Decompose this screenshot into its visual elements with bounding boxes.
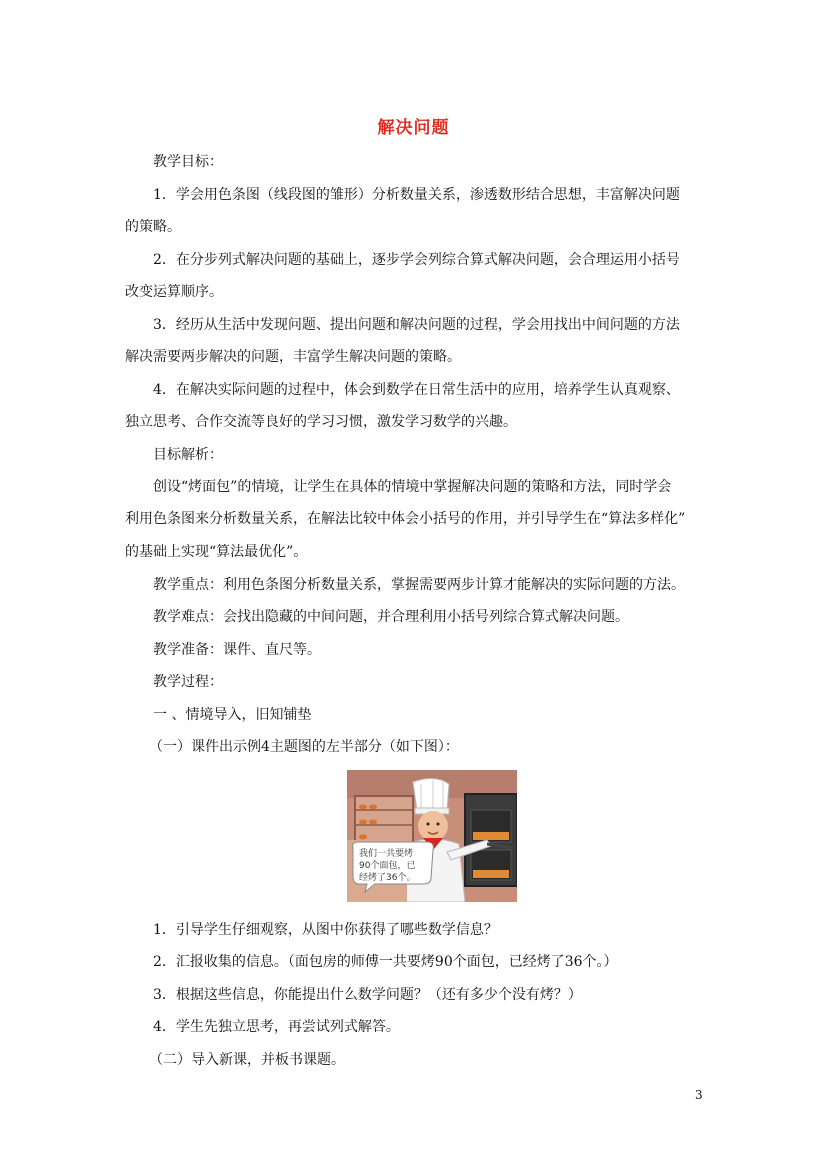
- objective-1-line-2: 的策略。: [125, 219, 181, 235]
- step-1: 1．引导学生仔细观察，从图中你获得了哪些数学信息？: [153, 922, 498, 938]
- section-1-heading: 一 、情境导入，旧知铺垫: [153, 707, 312, 723]
- objective-3-line-1: 3．经历从生活中发现问题、提出问题和解决问题的过程，学会用找出中间问题的方法: [153, 317, 680, 333]
- analysis-line-2: 利用色条图来分析数量关系，在解法比较中体会小括号的作用，并引导学生在“算法多样化”: [125, 511, 686, 527]
- speech-bubble-line-2: 90个面包，已: [359, 861, 416, 871]
- objective-2-line-1: 2．在分步列式解决问题的基础上，逐步学会列综合算式解决问题，会合理运用小括号: [153, 252, 680, 268]
- speech-bubble-line-3: 经烤了36个。: [359, 873, 416, 883]
- objectives-heading: 教学目标：: [153, 154, 223, 170]
- objective-1-line-1: 1．学会用色条图（线段图的雏形）分析数量关系，渗透数形结合思想，丰富解决问题: [153, 187, 680, 203]
- key-point: 教学重点：利用色条图分析数量关系，掌握需要两步计算才能解决的实际问题的方法。: [153, 577, 685, 593]
- step-4: 4．学生先独立思考，再尝试列式解答。: [153, 1019, 400, 1035]
- baker-illustration: [347, 770, 517, 902]
- objective-2-line-2: 改变运算顺序。: [125, 284, 223, 300]
- objective-3-line-2: 解决需要两步解决的问题，丰富学生解决问题的策略。: [125, 349, 461, 365]
- step-2: 2．汇报收集的信息。（面包房的师傅一共要烤90个面包，已经烤了36个。）: [153, 954, 618, 970]
- analysis-line-1: 创设“烤面包”的情境，让学生在具体的情境中掌握解决问题的策略和方法，同时学会: [153, 479, 672, 495]
- document-title: 解决问题: [377, 118, 450, 138]
- analysis-heading: 目标解析：: [153, 447, 223, 463]
- process-heading: 教学过程：: [153, 674, 223, 690]
- preparation: 教学准备：课件、直尺等。: [153, 642, 321, 658]
- difficulty: 教学难点：会找出隐藏的中间问题，并合理利用小括号列综合算式解决问题。: [153, 609, 629, 625]
- speech-bubble-line-1: 我们一共要烤: [359, 849, 414, 859]
- objective-4-line-1: 4．在解决实际问题的过程中，体会到数学在日常生活中的应用，培养学生认真观察、: [153, 382, 680, 398]
- step-3: 3．根据这些信息，你能提出什么数学问题？（还有多少个没有烤？）: [153, 987, 582, 1003]
- subsection-1-heading: （一）课件出示例4主题图的左半部分（如下图）：: [149, 739, 459, 755]
- subsection-2-heading: （二）导入新课，并板书课题。: [149, 1052, 345, 1068]
- analysis-line-3: 的基础上实现“算法最优化”。: [125, 544, 308, 560]
- page-number: 3: [695, 1088, 703, 1102]
- objective-4-line-2: 独立思考、合作交流等良好的学习习惯，激发学习数学的兴趣。: [125, 414, 517, 430]
